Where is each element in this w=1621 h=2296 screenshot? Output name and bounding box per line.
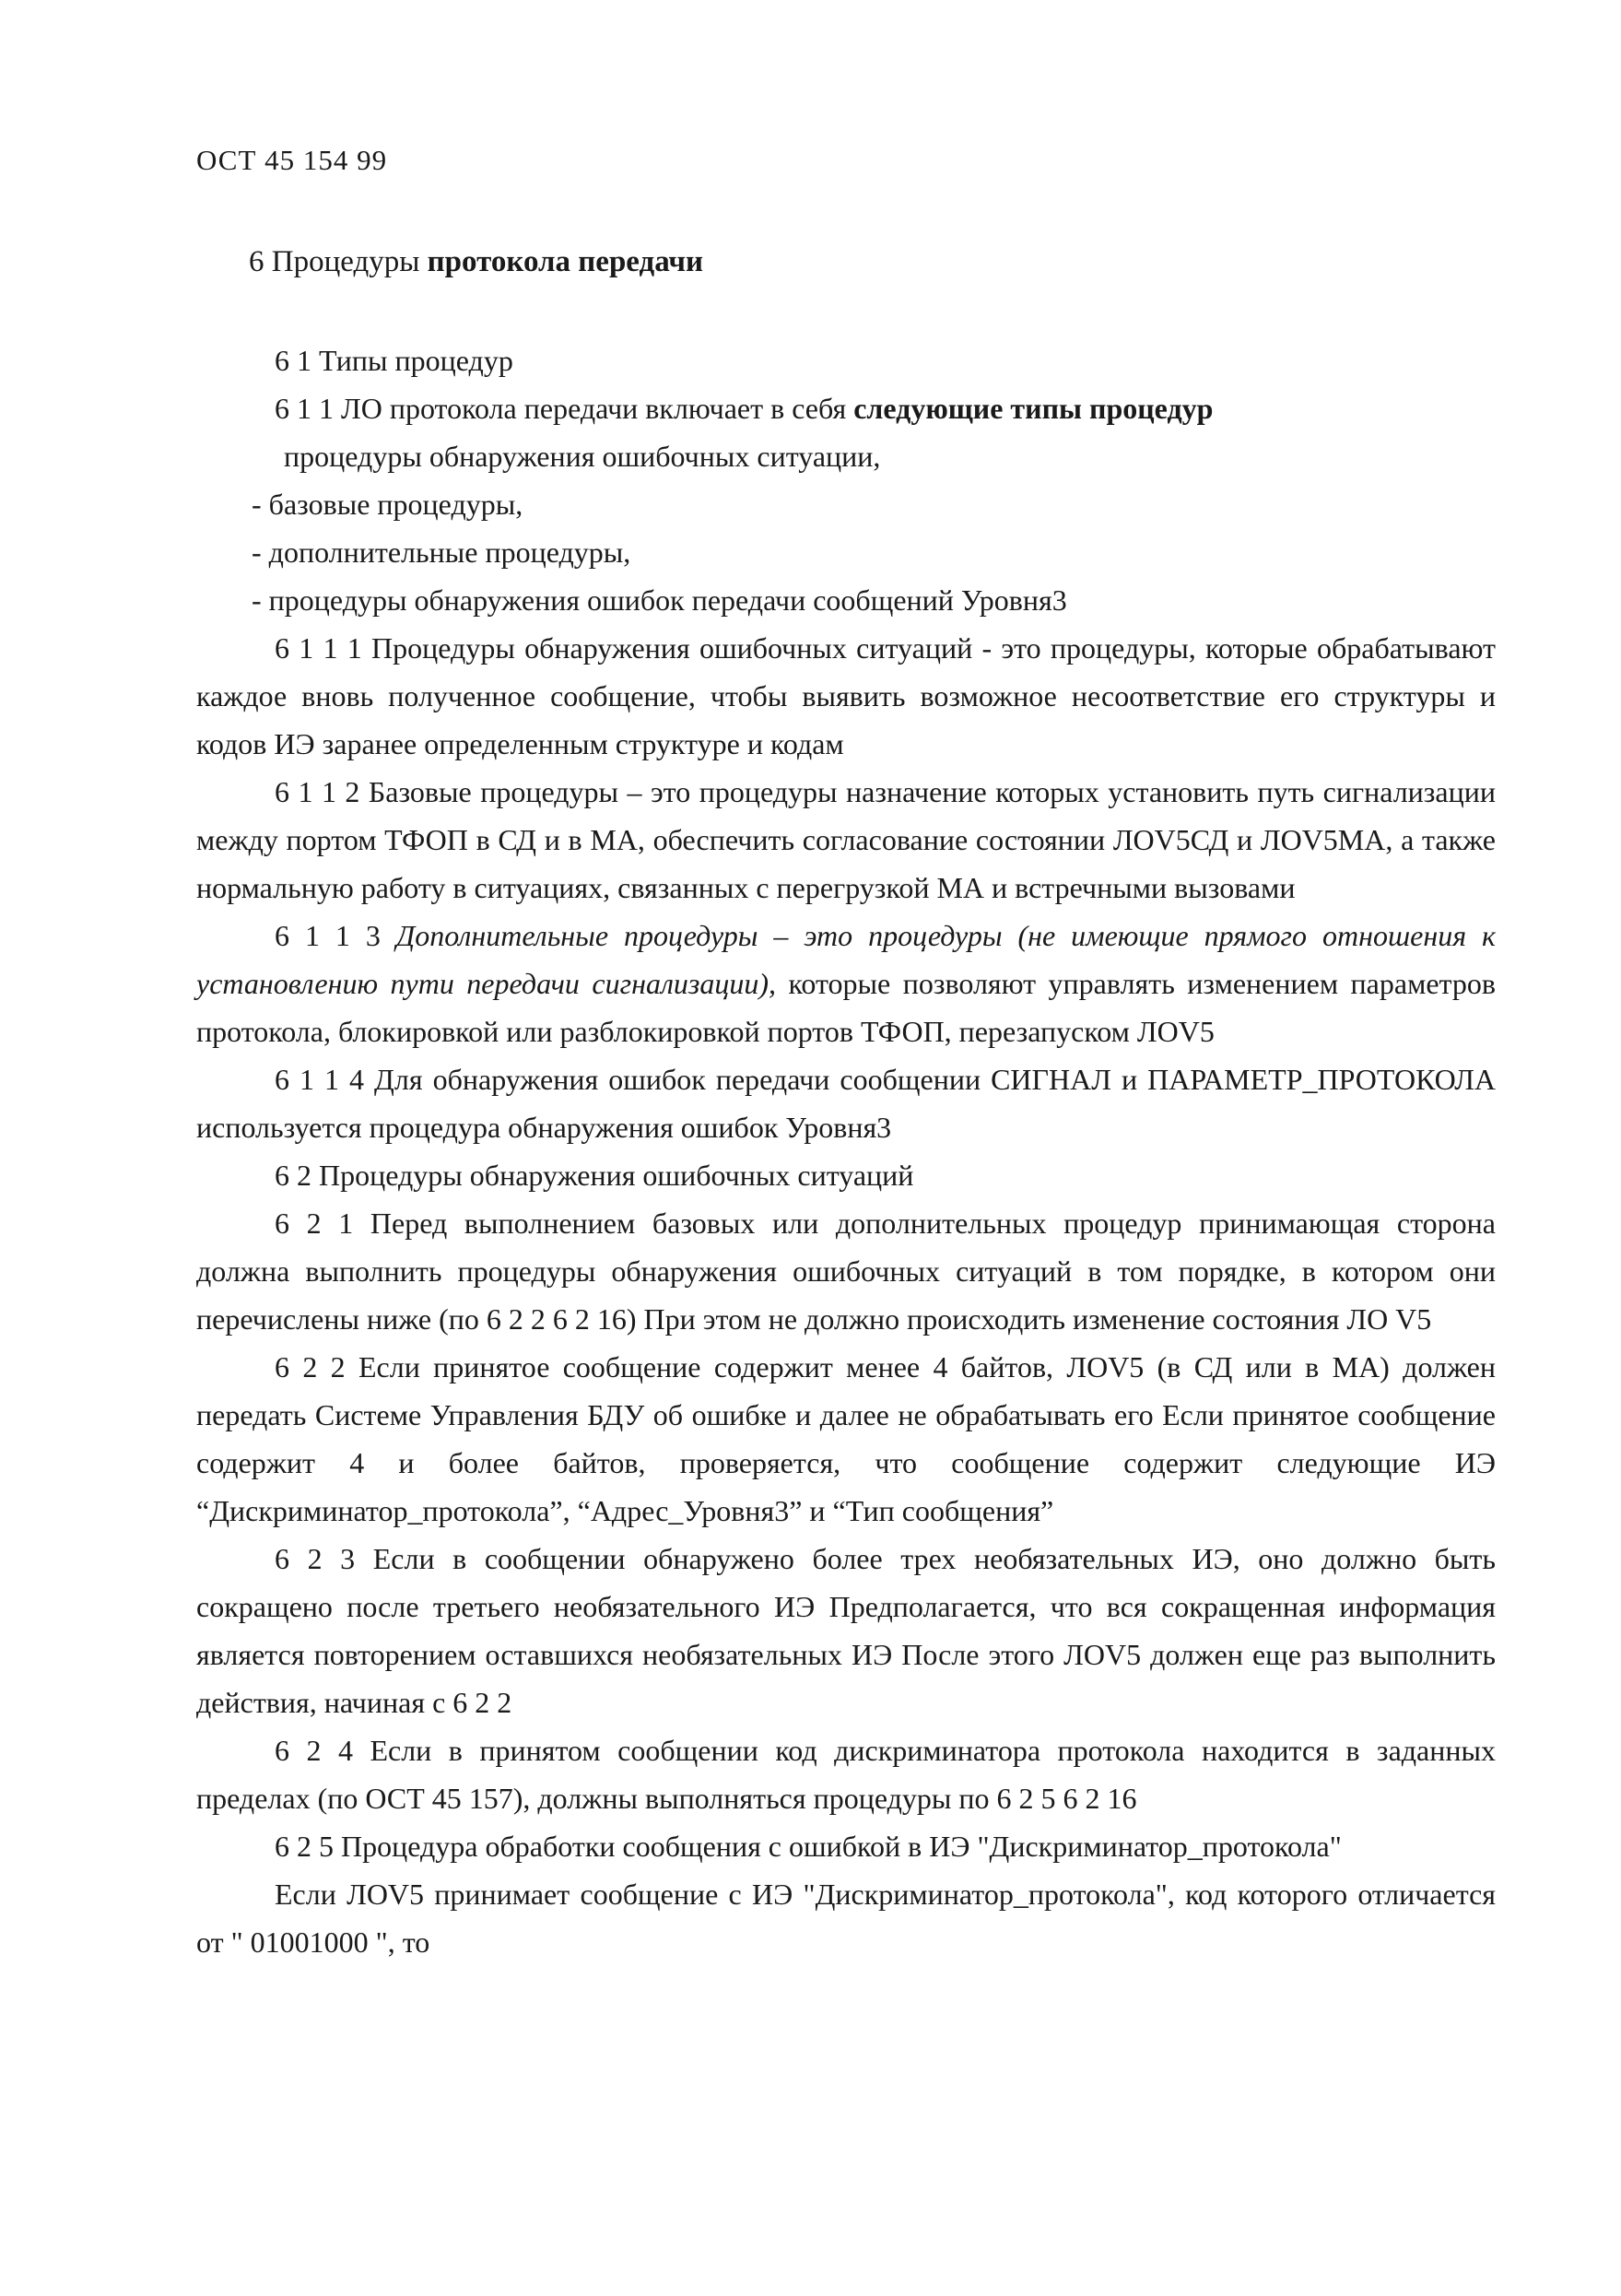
list-item: процедуры обнаружения ошибочных ситуации,	[284, 440, 881, 473]
paragraph-6-2-3: 6 2 3 Если в сообщении обнаружено более трех необязательных ИЭ, оно должно быть сокращено после третьего необязательного ИЭ Предполагается, что вся сокращенная информация является повторением оставшихся необязательных ИЭ После этого ЛОV5 должен еще раз выполнить действия, начиная с 6 2 2	[196, 1542, 1496, 1719]
paragraph-6-1-1-3-italic: Дополнительные процедуры – это процедуры (не имеющие прямого отношения к установлению пути передачи сигнализации),	[196, 919, 1497, 1000]
list-item: - процедуры обнаружения ошибок передачи сообщений Уровня3	[252, 583, 1067, 617]
paragraph-6-1-1-4: 6 1 1 4 Для обнаружения ошибок передачи сообщении СИГНАЛ и ПАРАМЕТР_ПРОТОКОЛА используется процедура обнаружения ошибок Уровня3	[196, 1063, 1496, 1144]
section-title	[249, 238, 703, 286]
paragraph-6-1-1-text: 6 1 1 ЛО протокола передачи включает в себя	[275, 392, 854, 425]
paragraph-6-2-1: 6 2 1 Перед выполнением базовых или дополнительных процедур принимающая сторона должна выполнить процедуры обнаружения ошибочных ситуаций в том порядке, в котором они перечислены ниже (по 6 2 2 6 2 16) При этом не должно происходить изменение состояния ЛО V5	[196, 1207, 1496, 1336]
section-title-bold: протокола передачи	[427, 245, 704, 278]
paragraph-6-1-1-1: 6 1 1 1 Процедуры обнаружения ошибочных ситуаций - это процедуры, которые обрабатывают каждое вновь полученное сообщение, чтобы выявить возможное несоответствие его структуры и кодов ИЭ заранее определенным структуре и кодам	[196, 631, 1496, 760]
paragraph-6-2-2: 6 2 2 Если принятое сообщение содержит менее 4 байтов, ЛОV5 (в СД или в МА) должен передать Системе Управления БДУ об ошибке и далее не обрабатывать его Если принятое сообщение содержит 4 и более байтов, проверяется, что сообщение содержит следующие ИЭ “Дискриминатор_протокола”, “Адрес_Уровня3” и “Тип сообщения”	[196, 1350, 1496, 1527]
paragraph-6-1-1-3-number: 6 1 1 3	[275, 919, 396, 952]
paragraph-6-1-1-3	[196, 912, 1496, 1055]
list-item: - базовые процедуры,	[252, 488, 523, 521]
section-title-plain: 6 Процедуры	[249, 245, 428, 278]
document-body	[196, 336, 1496, 1966]
list-item: - дополнительные процедуры,	[252, 536, 631, 569]
paragraph-6-1-1	[196, 384, 1496, 432]
document-header: ОСТ 45 154 99	[196, 144, 388, 176]
paragraph-6-2-5: 6 2 5 Процедура обработки сообщения с ошибкой в ИЭ "Дискриминатор_протокола"	[275, 1830, 1342, 1863]
paragraph-6-2-5-body: Если ЛОV5 принимает сообщение с ИЭ "Дискриминатор_протокола", код которого отличается от " 01001000 ", то	[196, 1878, 1496, 1959]
subsection-6-2: 6 2 Процедуры обнаружения ошибочных ситуаций	[275, 1159, 914, 1192]
paragraph-6-1-1-3-rest: которые позволяют управлять изменением параметров протокола, блокировкой или разблокировкой портов ТФОП, перезапуском ЛОV5	[196, 967, 1496, 1048]
paragraph-6-1-1-2: 6 1 1 2 Базовые процедуры – это процедуры назначение которых установить путь сигнализации между портом ТФОП в СД и в МА, обеспечить согласование состоянии ЛОV5СД и ЛОV5МА, а также нормальную работу в ситуациях, связанных с перегрузкой МА и встречными вызовами	[196, 775, 1496, 904]
paragraph-6-1-1-bold: следующие типы процедур	[853, 392, 1214, 425]
subsection-6-1: 6 1 Типы процедур	[275, 344, 513, 377]
paragraph-6-2-4: 6 2 4 Если в принятом сообщении код дискриминатора протокола находится в заданных пределах (по ОСТ 45 157), должны выполняться процедуры по 6 2 5 6 2 16	[196, 1734, 1496, 1815]
